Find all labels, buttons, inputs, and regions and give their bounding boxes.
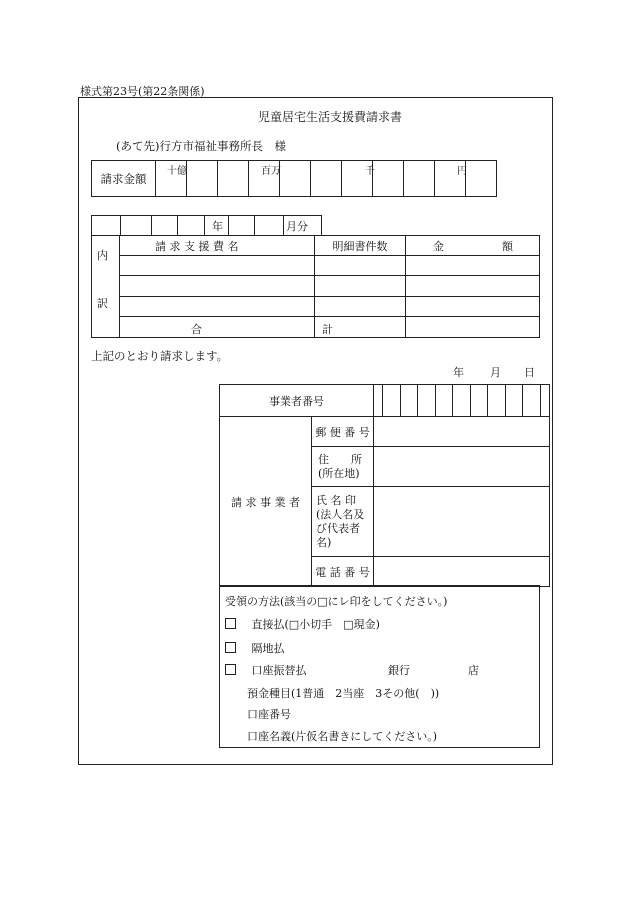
postal-field[interactable] [374,417,550,447]
provider-number-digit[interactable] [505,385,523,416]
name-label-2: (法人名及 [316,507,365,521]
amount-digit[interactable] [373,161,404,197]
provider-number-digit[interactable] [383,385,401,416]
provider-number-digit[interactable] [540,385,549,416]
provider-number-digit[interactable] [400,385,418,416]
amount-digit[interactable] [466,161,497,197]
col-amount-header [406,236,540,256]
breakdown-name-cell[interactable] [120,276,315,297]
breakdown-count-cell[interactable] [315,256,406,276]
period-cell[interactable] [229,216,255,236]
unit-hyakuman: 百万 [261,166,281,177]
breakdown-amount-cell[interactable] [406,256,540,276]
checkbox-transfer[interactable] [225,664,236,675]
amount-digit[interactable] [280,161,311,197]
unit-jyuoku: 十億 [167,166,187,177]
provider-number-digit[interactable] [435,385,453,416]
period-monthly: 月分 [286,220,308,233]
postal-label: 郵 便 番 号 [312,417,374,447]
form-title: 児童居宅生活支援費請求書 [258,110,403,124]
breakdown-count-cell[interactable] [315,297,406,317]
col-name-label: 請 求 支 援 費 名 [155,240,239,253]
total-label-1: 合 [191,323,202,336]
phone-field[interactable] [374,557,550,587]
receipt-direct-row[interactable] [225,616,380,632]
provider-table [219,384,550,587]
receipt-remote-row[interactable] [225,640,285,656]
date-year: 年 [453,366,464,379]
col-count-header: 明細書件数 [315,236,406,256]
provider-number-digit[interactable] [470,385,488,416]
provider-number-digit[interactable] [523,385,541,416]
total-label-2: 計 [322,323,333,336]
form-number: 様式第23号(第22条関係) [80,85,205,98]
address-label-1: 住 所 [318,452,362,466]
period-cell[interactable] [152,216,178,236]
breakdown-name-cell[interactable] [120,256,315,276]
unit-sen: 千 [365,166,375,177]
amount-digit[interactable] [404,161,435,197]
amount-digit[interactable] [218,161,249,197]
bank-label: 銀行 [388,664,410,677]
receipt-transfer-label: 口座振替払 [251,664,307,677]
account-number-label: 口座番号 [247,708,291,721]
amount-table [91,160,497,197]
amount-label: 請求金額 [92,161,156,197]
date-month: 月 [490,366,501,379]
provider-number-digit[interactable] [418,385,436,416]
address-field[interactable] [374,447,550,487]
name-field[interactable] [374,487,550,557]
receipt-remote-label: 隔地払 [251,642,285,655]
period-cell[interactable] [92,216,121,236]
provider-number-digit[interactable] [374,385,383,416]
breakdown-count-cell[interactable] [315,276,406,297]
breakdown-name-cell[interactable] [120,297,315,317]
breakdown-amount-cell[interactable] [406,276,540,297]
col-amount-label-1: 金 [433,240,444,253]
addressee: (あて先)行方市福祉事務所長 様 [116,139,286,153]
breakdown-side-label-bottom: 訳 [97,297,108,310]
checkbox-direct[interactable] [225,618,236,629]
name-label-3: び代表者 [316,521,360,535]
breakdown-total-label [120,317,315,338]
provider-number-boxes [374,385,550,417]
branch-label: 店 [468,664,479,677]
receipt-transfer-row[interactable] [225,662,307,678]
provider-side-label: 請 求 事 業 者 [220,417,312,587]
period-table [91,215,322,236]
date-day: 日 [524,366,535,379]
breakdown-side-label-top: 内 [97,249,108,262]
amount-digit[interactable] [187,161,218,197]
deposit-type: 預金種目(1普通 2当座 3その他( )) [247,687,440,700]
amount-digit[interactable] [311,161,342,197]
checkbox-remote[interactable] [225,642,236,653]
col-amount-label-2: 額 [502,240,513,253]
receipt-direct-label: 直接払(□小切手 □現金) [251,618,380,631]
unit-en: 円 [457,166,467,177]
address-label-2: (所在地) [318,466,360,480]
name-label-1: 氏 名 印 [316,493,356,507]
breakdown-amount-cell[interactable] [406,297,540,317]
provider-number-label: 事業者番号 [220,385,374,417]
breakdown-total-amount[interactable] [406,317,540,338]
provider-number-digit[interactable] [488,385,506,416]
provider-number-digit[interactable] [453,385,471,416]
address-label [312,447,374,487]
account-name-label: 口座名義(片仮名書きにしてください。) [247,730,438,743]
phone-label: 電 話 番 号 [312,557,374,587]
breakdown-table [91,235,540,338]
statement: 上記のとおり請求します。 [91,349,229,363]
name-label [312,487,374,557]
period-cell[interactable] [255,216,284,236]
period-year: 年 [212,220,223,233]
name-label-4: 名) [316,535,332,549]
period-cell[interactable] [121,216,152,236]
receipt-heading: 受領の方法(該当の□にレ印をしてください。) [225,595,448,608]
period-cell[interactable] [178,216,205,236]
